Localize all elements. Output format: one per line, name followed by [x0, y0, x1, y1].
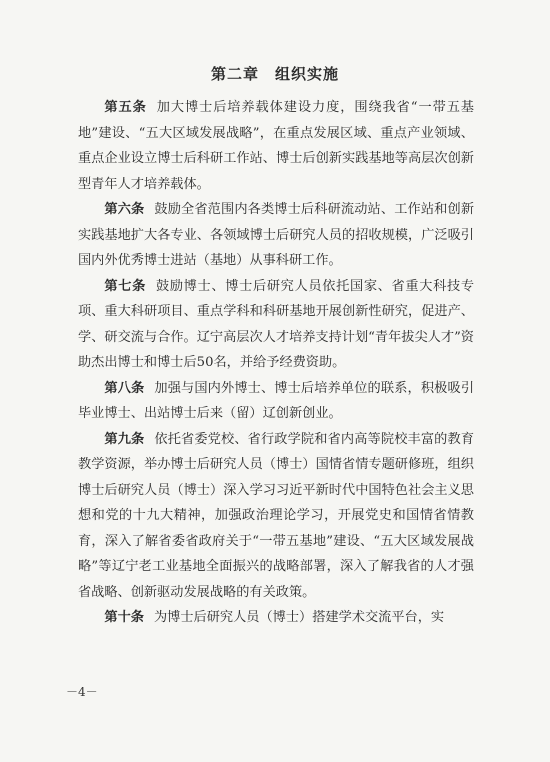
article-text: 加大博士后培养载体建设力度，围绕我省“一带五基地”建设、“五大区域发展战略”，在重点发展区域、重点产业领域、重点企业设立博士后科研工作站、博士后创新实践基地等高层次创新型青年人才培养载体。: [78, 100, 474, 192]
article-5: [78, 95, 474, 197]
article-lead: 第八条: [104, 380, 145, 396]
document-body: [78, 95, 474, 631]
article-lead: 第十条: [104, 610, 144, 625]
article-text: 加强与国内外博士、博士后培养单位的联系，积极吸引毕业博士、出站博士后来（留）辽创新创业。: [78, 380, 475, 421]
article-text: 鼓励博士、博士后研究人员依托国家、省重大科技专项、重大科研项目、重点学科和科研基地开展创新性研究，促进产、学、研交流与合作。辽宁高层次人才培养支持计划“青年拔尖人才”资助杰出博士和博士后50名，并给予经费资助。: [78, 278, 475, 370]
article-lead: 第九条: [104, 431, 145, 447]
article-6: [78, 197, 474, 274]
article-text: 为博士后研究人员（博士）搭建学术交流平台，实: [153, 610, 445, 625]
article-10: [78, 605, 474, 631]
article-9: [78, 427, 474, 606]
article-lead: 第六条: [104, 202, 145, 217]
article-text: 鼓励全省范围内各类博士后科研流动站、工作站和创新实践基地扩大各专业、各领域博士后研究人员的招收规模，广泛吸引国内外优秀博士进站（基地）从事科研工作。: [78, 202, 475, 268]
page-number: －4－: [66, 685, 98, 699]
article-lead: 第五条: [104, 100, 147, 115]
article-text: 依托省委党校、省行政学院和省内高等院校丰富的教育教学资源，举办博士后研究人员（博士）国情省情专题研修班，组织博士后研究人员（博士）深入学习习近平新时代中国特色社会主义思想和党的十九大精神，加强政治理论学习，开展党史和国情省情教育，深入了解省委省政府关于“一带五基地”建设、“五大区域发展战略”等辽宁老工业基地全面振兴的战略部署，深入了解我省的人才强省战略、创新驱动发展战略的有关政策。: [78, 431, 475, 600]
article-lead: 第七条: [104, 278, 146, 294]
article-7: [78, 274, 474, 376]
article-8: [78, 376, 474, 427]
chapter-title: 第二章 组织实施: [210, 65, 339, 83]
